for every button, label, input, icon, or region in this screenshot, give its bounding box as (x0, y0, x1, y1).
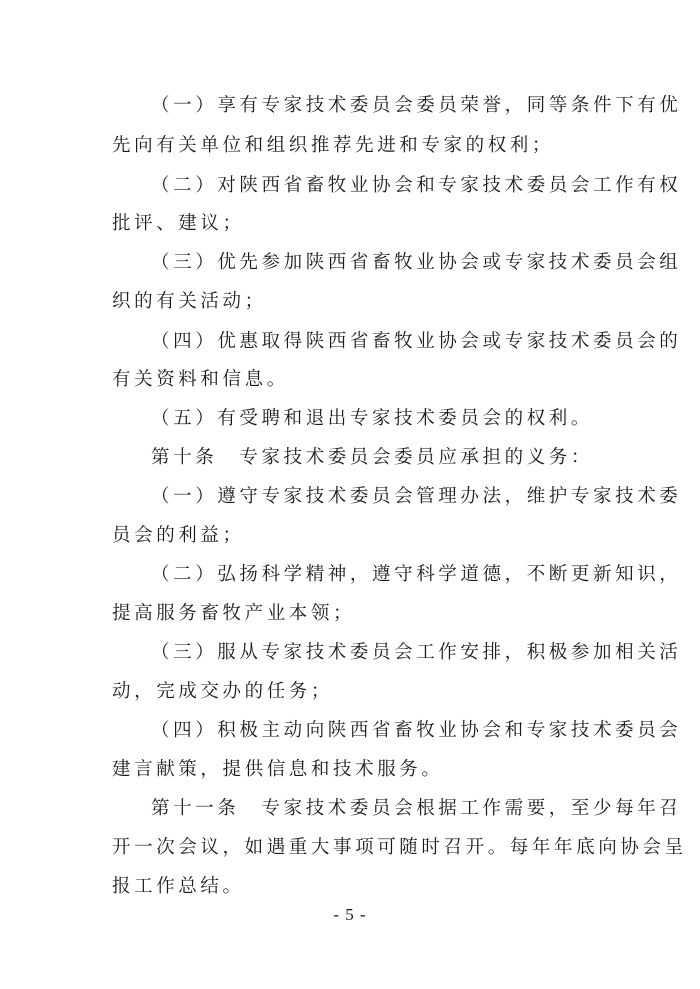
text-line: 织的有关活动； (112, 291, 267, 312)
text-line: （四）积极主动向陕西省畜牧业协会和专家技术委员会 (151, 720, 682, 741)
text-line: （三）优先参加陕西省畜牧业协会或专家技术委员会组 (151, 252, 682, 273)
text-line: （四）优惠取得陕西省畜牧业协会或专家技术委员会的 (151, 331, 682, 352)
article-heading: 第十一条 专家技术委员会根据工作需要，至少每年召 (151, 798, 682, 819)
text-line: 先向有关单位和组织推荐先进和专家的权利； (112, 135, 555, 156)
text-line: 批评、建议； (112, 213, 245, 234)
text-line: 报工作总结。 (112, 876, 245, 897)
text-line: 员会的利益； (112, 525, 245, 546)
text-line: （一）享有专家技术委员会委员荣誉，同等条件下有优 (151, 95, 682, 116)
article-heading: 第十条 专家技术委员会委员应承担的义务： (151, 447, 594, 468)
text-line: 开一次会议，如遇重大事项可随时召开。每年年底向协会呈 (112, 837, 687, 858)
text-line: （二）弘扬科学精神，遵守科学道德，不断更新知识， (151, 564, 682, 585)
text-line: 建言献策，提供信息和技术服务。 (112, 759, 444, 780)
text-line: 提高服务畜牧产业本领； (112, 603, 356, 624)
page-number: - 5 - (333, 905, 367, 924)
text-line: （一）遵守专家技术委员会管理办法，维护专家技术委 (151, 486, 682, 507)
text-line: （二）对陕西省畜牧业协会和专家技术委员会工作有权 (151, 175, 682, 196)
text-line: 有关资料和信息。 (112, 369, 289, 390)
text-line: （三）服从专家技术委员会工作安排，积极参加相关活 (151, 642, 682, 663)
text-line: （五）有受聘和退出专家技术委员会的权利。 (151, 408, 594, 429)
text-line: 动，完成交办的任务； (112, 681, 334, 702)
